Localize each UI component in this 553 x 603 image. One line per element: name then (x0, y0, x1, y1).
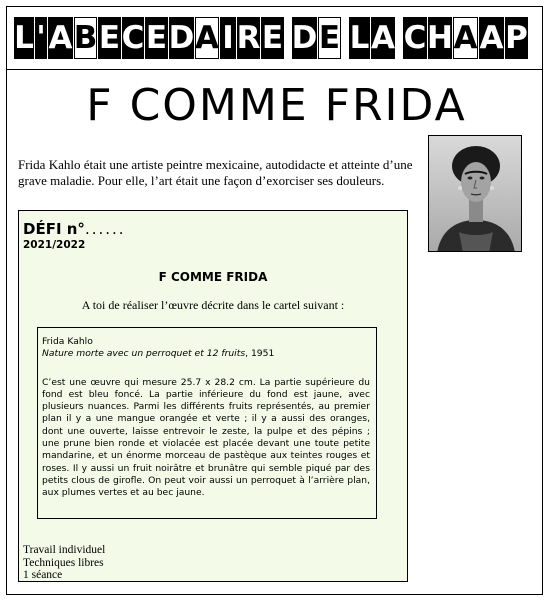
artwork-title: Nature morte avec un perroquet et 12 fruits (42, 348, 246, 360)
banner-space (342, 17, 348, 57)
banner-space (396, 17, 402, 57)
intro-text: Frida Kahlo était une artiste peintre mexicaine, autodidacte et atteinte d’une grave maladie. Pour elle, l’art était une façon d’exorciser ses douleurs. (18, 157, 413, 188)
banner-space (285, 17, 291, 57)
page-title: F COMME FRIDA (86, 80, 467, 131)
banner-letter: L (14, 17, 34, 59)
banner-title (14, 17, 528, 59)
challenge-label: DÉFI n° (23, 220, 85, 238)
banner-letter: I (220, 17, 236, 59)
frida-portrait-image (428, 135, 522, 252)
challenge-card (18, 210, 408, 582)
artwork-label (37, 327, 377, 519)
banner-letter: E (261, 17, 284, 59)
school-year: 2021/2022 (23, 239, 86, 251)
banner-letter: A (479, 17, 504, 59)
artist-name: Frida Kahlo (42, 336, 93, 347)
artwork-description: C’est une œuvre qui mesure 25.7 x 28.2 cm. La partie supérieure du fond est bleu foncé. La partie inférieure du fond est jaune, avec plusieurs nuances. Parmi les différents fruits représentés, au premier plan il y a une mangue orangée et verte ; il y a aussi des oranges, dont une ouverte, laisse entrevoir le zeste, la pulpe et des pépins ; une prune bien ronde et violacée est placée devant une toute petite mandarine, et un énorme morceau de pastèque aux teintes rouges et roses. Il y aussi un fruit noirâtre et brunâtre qui semble piqué par des petits clous de girofle. On peut voir aussi un perroquet à l’arrière plan, aux plumes vertes et au bec jaune. (42, 376, 370, 499)
challenge-number (23, 220, 126, 238)
banner-letter: A (195, 17, 219, 59)
banner-letter: D (169, 17, 194, 59)
activity-format: Travail individuel (23, 544, 106, 556)
banner-letter: E (145, 17, 168, 59)
card-title: F COMME FRIDA (158, 270, 268, 284)
banner-letter: A (453, 17, 478, 59)
activity-duration: 1 séance (23, 569, 63, 581)
banner-letter: B (74, 17, 97, 59)
artwork-title-line (42, 348, 370, 360)
artwork-year: , 1951 (245, 348, 275, 360)
activity-technique: Techniques libres (23, 556, 104, 569)
banner-letter: C (122, 17, 144, 59)
banner-letter: A (371, 17, 395, 59)
banner-letter: H (428, 17, 452, 59)
challenge-number-blank: ...... (84, 220, 126, 238)
banner-letter: ' (35, 17, 47, 59)
banner-letter: C (403, 17, 427, 59)
banner-letter: E (98, 17, 121, 59)
banner-letter: P (505, 17, 528, 59)
banner-letter: L (349, 17, 370, 59)
activity-details (23, 544, 105, 582)
banner-letter: R (237, 17, 260, 59)
banner-letter: E (318, 17, 341, 59)
banner-letter: D (292, 17, 317, 59)
card-instruction: A toi de réaliser l’œuvre décrite dans le cartel suivant : (81, 298, 345, 312)
banner-letter: A (48, 17, 73, 59)
